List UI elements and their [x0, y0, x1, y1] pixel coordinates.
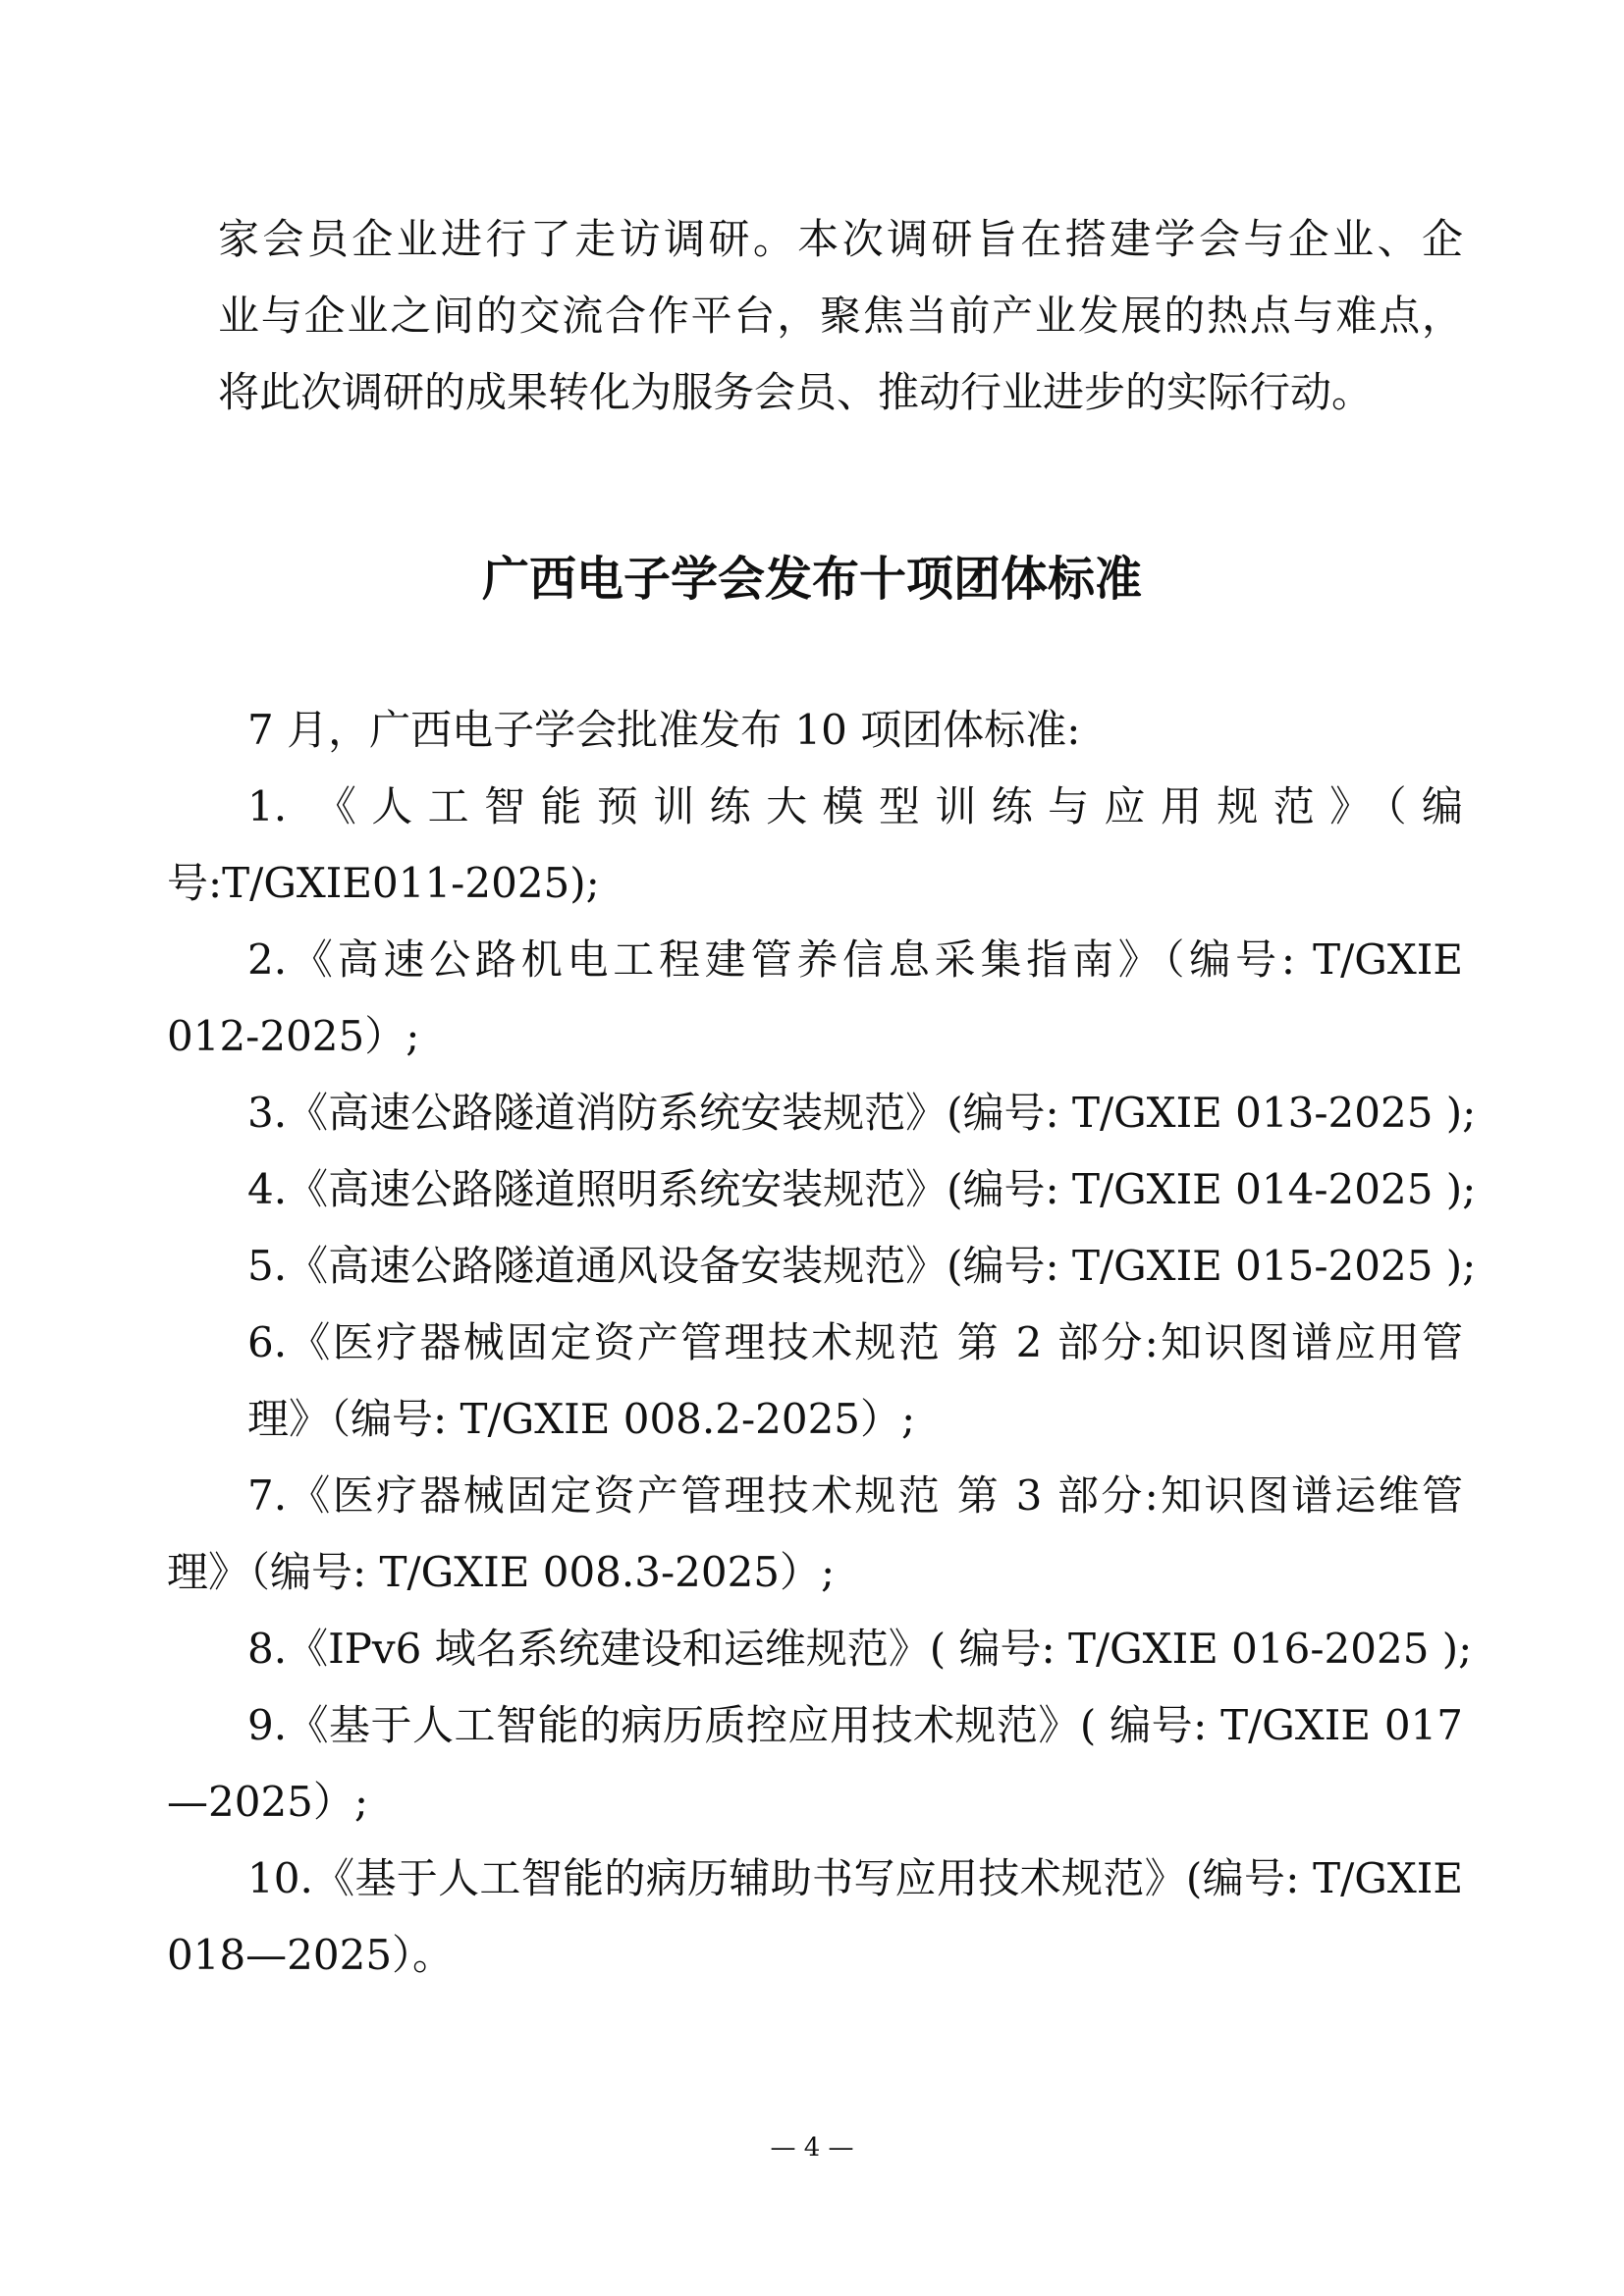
standard-6-line-1: 6.《医疗器械固定资产管理技术规范 第 2 部分:知识图谱应用管 — [247, 1318, 1463, 1366]
intro-line-1: 家会员企业进行了走访调研。本次调研旨在搭建学会与企业、企 — [218, 215, 1463, 263]
standard-9-line-1: 9.《基于人工智能的病历质控应用技术规范》( 编号: T/GXIE 017 — [247, 1701, 1463, 1749]
standard-8-line-1: 8.《IPv6 域名系统建设和运维规范》( 编号: T/GXIE 016-2025 ); — [247, 1625, 1473, 1673]
standard-6-line-2: 理》（编号: T/GXIE 008.2-2025）; — [247, 1395, 916, 1443]
standard-7-line-2: 理》（编号: T/GXIE 008.3-2025）; — [167, 1548, 836, 1596]
standard-2-line-2: 012-2025）; — [167, 1012, 420, 1060]
standard-10-line-1: 10.《基于人工智能的病历辅助书写应用技术规范》(编号: T/GXIE — [247, 1854, 1463, 1902]
standard-3-line-1: 3.《高速公路隧道消防系统安装规范》(编号: T/GXIE 013-2025 ); — [247, 1089, 1477, 1137]
page-number: — 4 — — [770, 2133, 854, 2163]
standard-9-line-2: —2025）; — [167, 1778, 369, 1826]
standard-5-line-1: 5.《高速公路隧道通风设备安装规范》(编号: T/GXIE 015-2025 ); — [247, 1242, 1477, 1290]
standard-1-line-2: 号:T/GXIE011-2025); — [167, 859, 600, 907]
standard-10-line-2: 018—2025）。 — [167, 1931, 455, 1979]
standard-2-line-1: 2.《高速公路机电工程建管养信息采集指南》（编号: T/GXIE — [247, 935, 1463, 984]
standard-7-line-1: 7.《医疗器械固定资产管理技术规范 第 3 部分:知识图谱运维管 — [247, 1471, 1463, 1520]
standard-4-line-1: 4.《高速公路隧道照明系统安装规范》(编号: T/GXIE 014-2025 ); — [247, 1165, 1477, 1213]
intro-line-2: 业与企业之间的交流合作平台，聚焦当前产业发展的热点与难点， — [218, 292, 1463, 340]
section-lead: 7 月，广西电子学会批准发布 10 项团体标准: — [247, 706, 1081, 754]
standard-1-line-1: 1. 《人工智能预训练大模型训练与应用规范》（编 — [247, 782, 1463, 830]
section-title: 广西电子学会发布十项团体标准 — [481, 552, 1142, 607]
intro-line-3: 将此次调研的成果转化为服务会员、推动行业进步的实际行动。 — [218, 368, 1374, 416]
